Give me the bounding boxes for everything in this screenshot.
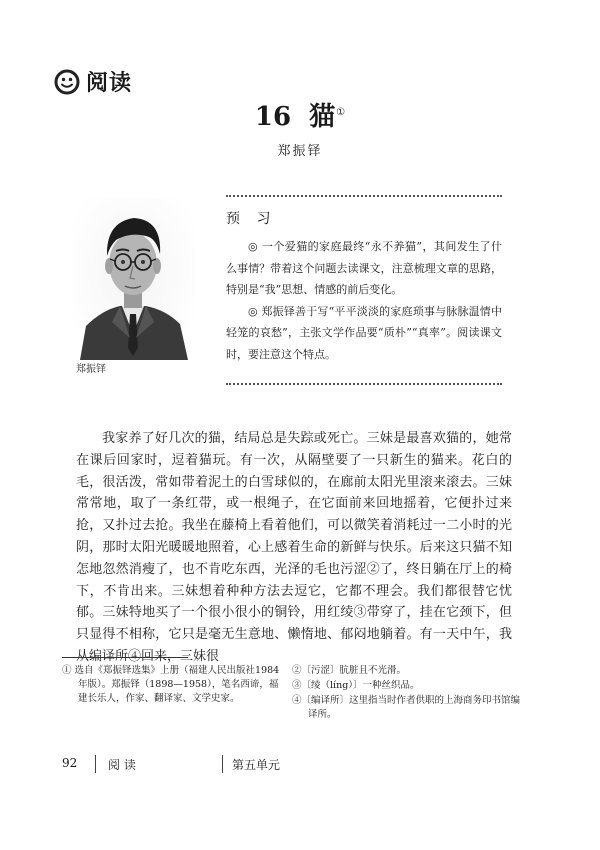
footer-section-label: 阅 读 — [108, 758, 136, 772]
top-dotted-divider — [226, 195, 502, 197]
footer-divider — [95, 755, 96, 773]
footnote-item: ②〔污涩〕肮脏且不光滑。 — [292, 665, 407, 676]
portrait-caption: 郑振铎 — [76, 364, 106, 375]
preview-section — [226, 208, 502, 365]
footnote-item: ① 选自《郑振铎选集》上册（福建人民出版社1984年版）。郑振铎（1898—1958），笔名西谛，福建长乐人，作家、翻译家、文学史家。 — [62, 665, 280, 704]
lesson-number: 16 — [254, 102, 292, 132]
preview-heading: 预 习 — [226, 211, 277, 227]
footer-unit-label: 第五单元 — [232, 758, 281, 772]
bottom-dotted-divider — [226, 383, 502, 385]
article-body — [76, 428, 512, 668]
author-name: 郑振铎 — [277, 144, 323, 159]
footnotes-left — [62, 664, 284, 707]
section-header — [54, 66, 132, 97]
preview-item: ◎ 郑振铎善于写“平平淡淡的家庭琐事与脉脉温情中轻笼的哀愁”，主张文学作品要“质朴”“真率”。阅读课文时，要注意这个特点。 — [226, 304, 502, 361]
footnote-rule — [62, 657, 188, 658]
page-number: 92 — [62, 756, 78, 770]
footnotes-right — [292, 664, 522, 723]
footnote-item: ④〔编译所〕这里指当时作者供职的上海商务印书馆编译所。 — [292, 695, 521, 720]
lesson-title — [0, 96, 600, 133]
footnote-item: ③〔绫（líng）〕一种丝织品。 — [292, 680, 420, 691]
footer-divider — [222, 755, 223, 773]
section-label: 阅读 — [86, 71, 133, 96]
lesson-title-text: 猫 — [309, 102, 336, 132]
footnote-marker: ① — [336, 107, 346, 119]
author-portrait — [72, 198, 194, 360]
body-paragraph: 我家养了好几次的猫，结局总是失踪或死亡。三妹是最喜欢猫的，她常在课后回家时，逗着猫玩。有一次，从隔壁要了一只新生的猫来。花白的毛，很活泼，常如带着泥土的白雪球似的，在廊前太阳光里滚来滚去。三妹常常地，取了一条红带，或一根绳子，在它面前来回地摇着，它便扑过来抢，又扑过去抢。我坐在藤椅上看着他们，可以微笑着消耗过一二小时的光阴，那时太阳光暖暖地照着，心上感着生命的新鲜与快乐。后来这只猫不知怎地忽然消瘦了，也不肯吃东西，光泽的毛也污涩②了，终日躺在厅上的椅下，不肯出来。三妹想着种种方法去逗它，它都不理会。我们都很替它忧郁。三妹特地买了一个很小很小的铜铃，用红绫③带穿了，挂在它颈下，但只显得不相称，它只是毫无生意地、懒惰地、郁闷地躺着。有一天中午，我从编译所④回来，三妹很 — [76, 431, 512, 664]
preview-item: ◎ 一个爱猫的家庭最终“永不养猫”，其间发生了什么事情？带着这个问题去读课文，注意梳理文章的思路，特别是“我”思想、情感的前后变化。 — [226, 240, 502, 296]
smiley-face-icon — [54, 69, 80, 95]
